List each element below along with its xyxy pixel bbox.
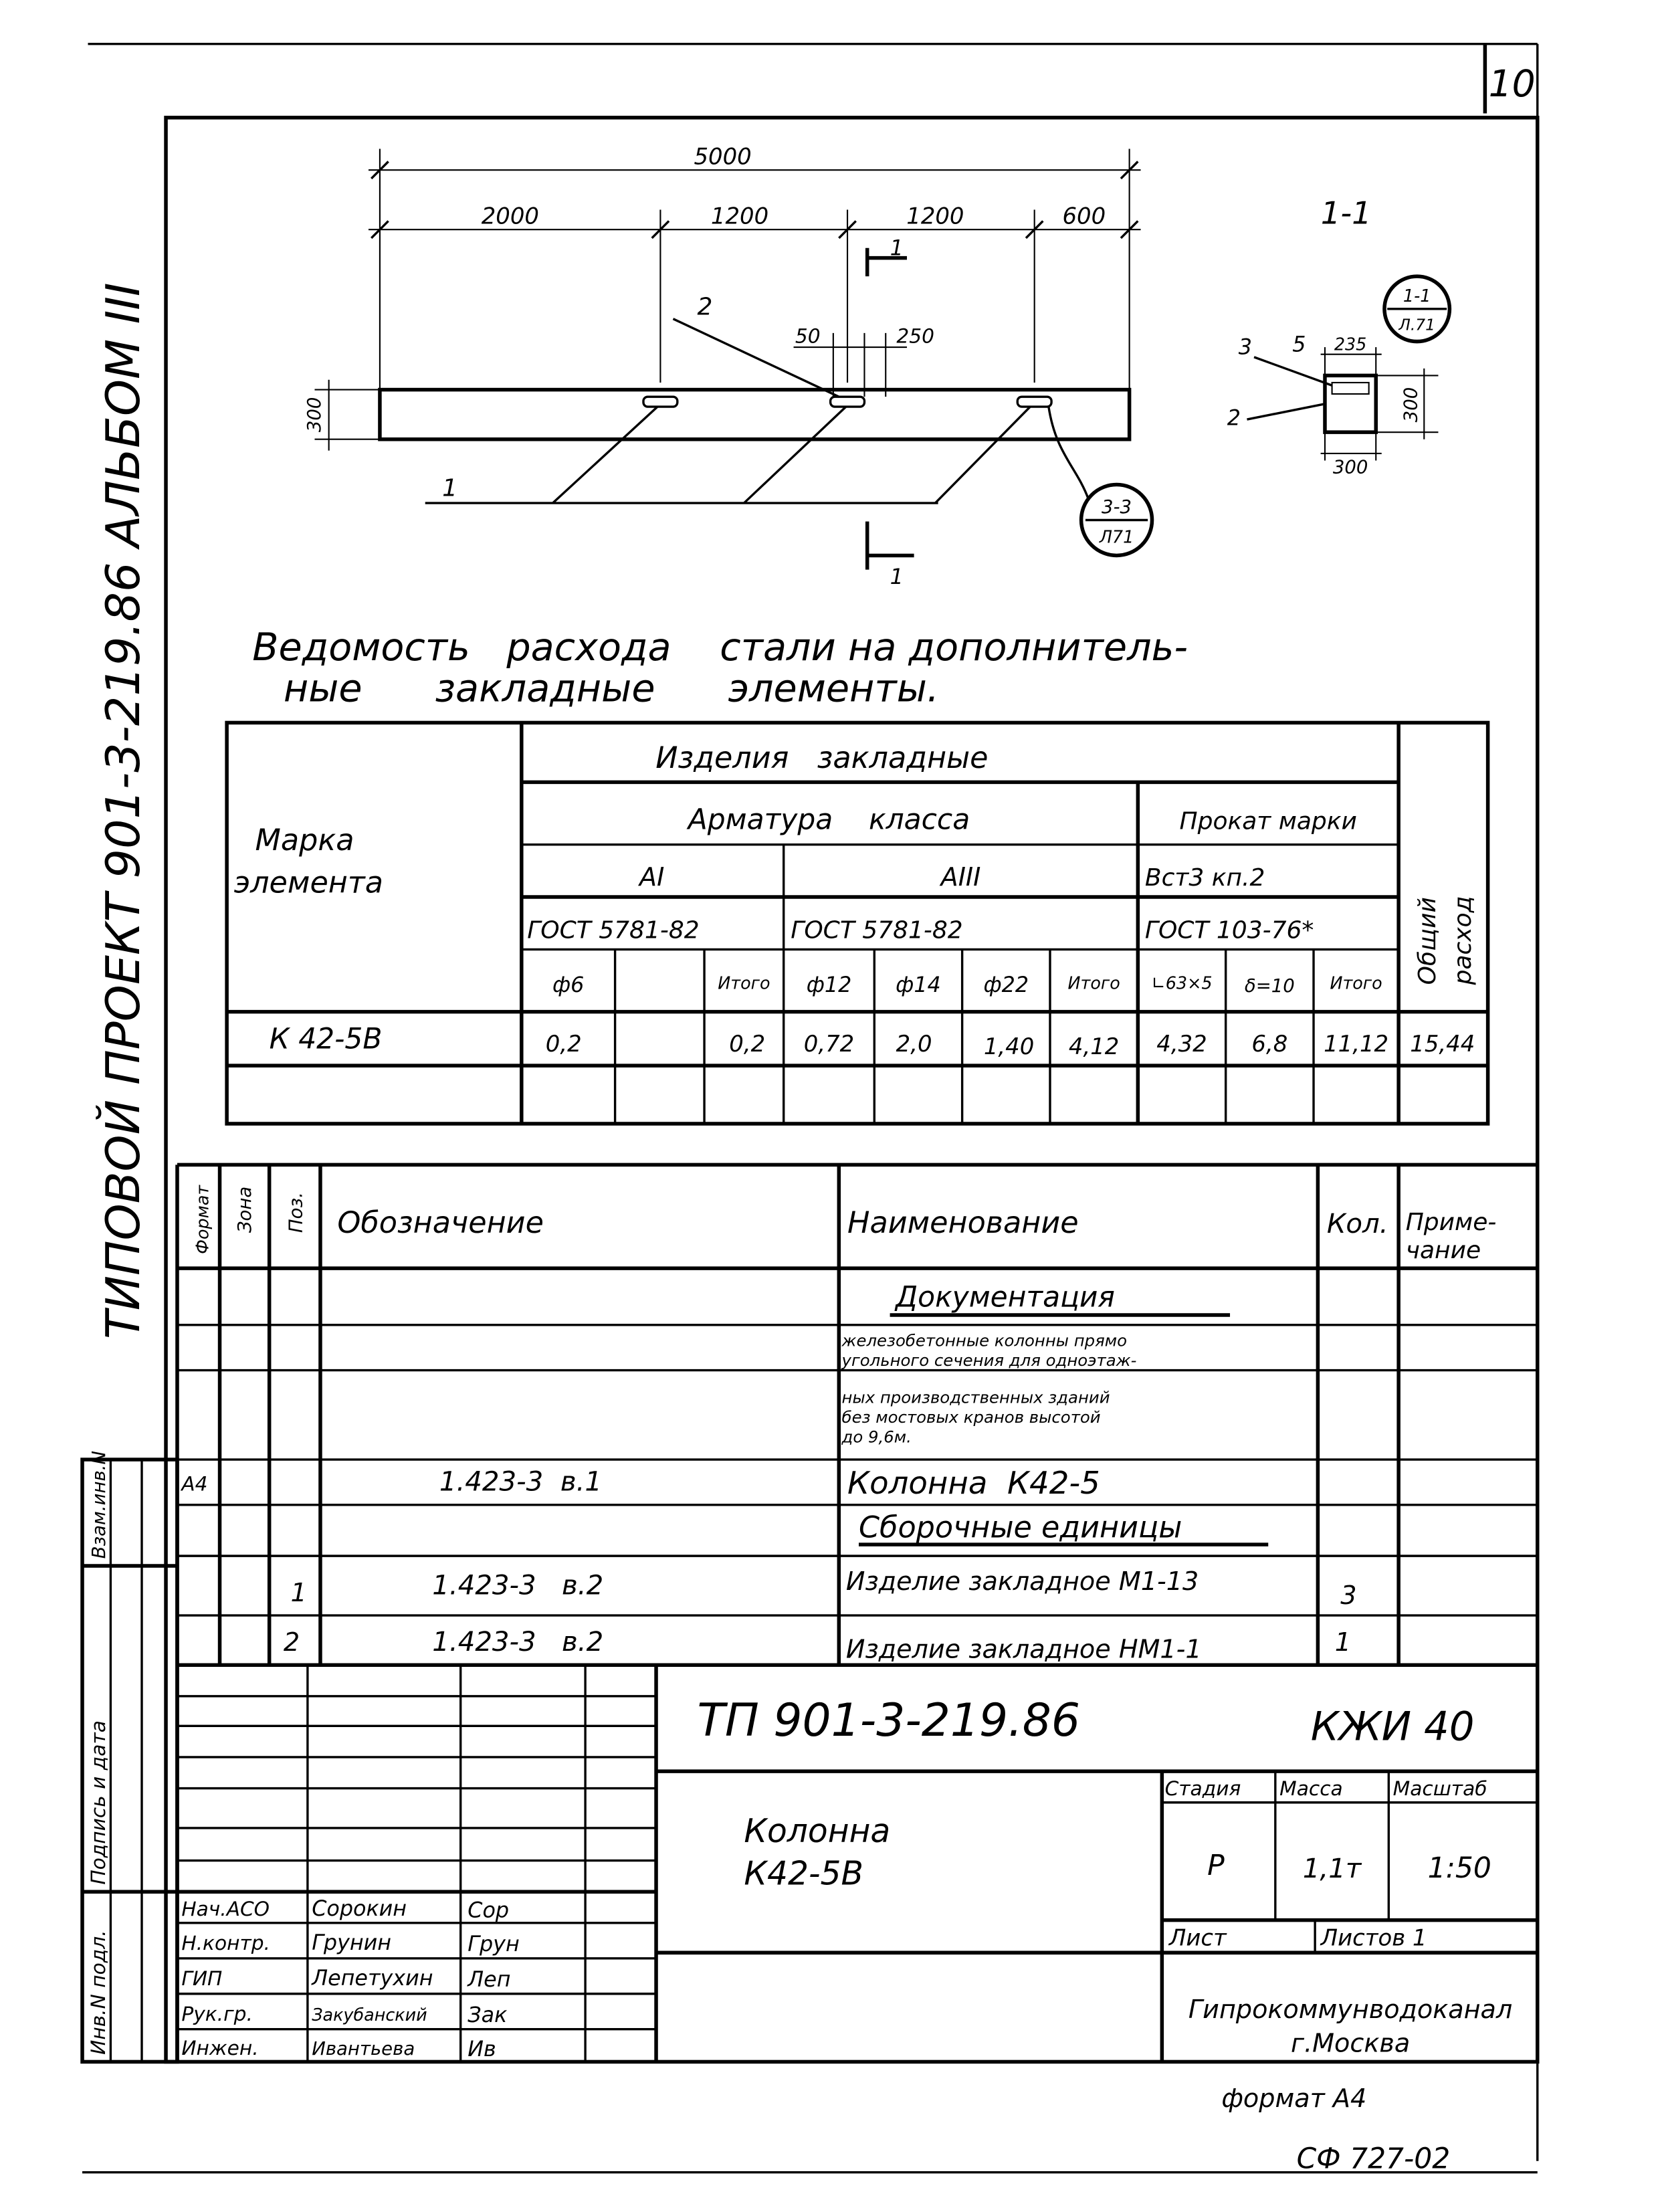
svg-text:ф14: ф14 <box>896 973 941 997</box>
spec-section-units: Сборочные единицы <box>858 1510 1182 1545</box>
spec-header-name: Наименование <box>847 1206 1079 1241</box>
statement-title-line-1: Ведомость расхода стали на дополнитель- <box>252 625 1188 670</box>
doc-description <box>841 1331 1137 1447</box>
total-header-2: расход <box>1449 896 1477 985</box>
svg-text:Закубанский: Закубанский <box>312 2005 427 2025</box>
group-header: Изделия закладные <box>655 741 989 776</box>
scale-value: 1:50 <box>1427 1851 1491 1885</box>
svg-text:ных производственных зданий: ных производственных зданий <box>841 1387 1110 1407</box>
section-dim-300-side: 300 <box>1400 387 1422 423</box>
svg-text:0,72: 0,72 <box>803 1030 855 1057</box>
subcolumn-headers <box>552 973 1382 997</box>
embedded-plate <box>1017 397 1051 407</box>
svg-text:Грунин: Грунин <box>312 1931 392 1956</box>
svg-text:Сорокин: Сорокин <box>312 1897 407 1922</box>
svg-text:Нач.АСО: Нач.АСО <box>181 1897 270 1921</box>
svg-text:1.423-3 в.2: 1.423-3 в.2 <box>432 1570 604 1601</box>
signature: Ив <box>468 2037 496 2062</box>
spec-header-note-2: чание <box>1405 1237 1481 1265</box>
spec-header-qty: Кол. <box>1326 1209 1388 1240</box>
svg-text:Итого: Итого <box>718 973 770 993</box>
leader-label-1: 1 <box>442 474 458 502</box>
svg-text:Л71: Л71 <box>1099 526 1134 547</box>
table-row <box>270 1023 1475 1060</box>
standard-2: ГОСТ 5781-82 <box>791 916 963 944</box>
spec-header-note-1: Приме- <box>1405 1208 1497 1236</box>
section-title: 1-1 <box>1320 195 1372 231</box>
svg-text:Итого: Итого <box>1330 973 1382 993</box>
spec-section-docs: Документация <box>896 1280 1115 1314</box>
svg-text:0,2: 0,2 <box>545 1030 582 1057</box>
svg-text:Итого: Итого <box>1067 973 1120 993</box>
mark-header-2: элемента <box>233 866 384 900</box>
stamp-replace-inv: Взам.инв.N <box>88 1450 110 1559</box>
spec-header-designation: Обозначение <box>337 1206 544 1241</box>
svg-text:1.423-3 в.2: 1.423-3 в.2 <box>432 1627 604 1658</box>
svg-text:2,0: 2,0 <box>896 1030 932 1057</box>
signature: Грун <box>468 1932 520 1957</box>
class-vst3: Вст3 кп.2 <box>1144 864 1265 892</box>
svg-text:4,32: 4,32 <box>1156 1030 1207 1057</box>
svg-text:δ=10: δ=10 <box>1244 975 1295 997</box>
stage-value: Р <box>1207 1848 1225 1882</box>
svg-text:1: 1 <box>290 1577 307 1607</box>
svg-text:ГИП: ГИП <box>181 1967 223 1991</box>
section-dim-300-bottom: 300 <box>1332 456 1368 478</box>
svg-text:Л.71: Л.71 <box>1398 316 1435 334</box>
organization-name: Гипрокоммунводоканал <box>1188 1994 1513 2024</box>
item-name-2: К42-5В <box>744 1855 863 1893</box>
dim-1200-b: 1200 <box>906 203 964 229</box>
signature: Зак <box>468 2003 508 2028</box>
dim-600: 600 <box>1062 203 1106 229</box>
staff-row <box>181 2002 507 2027</box>
dim-1200-a: 1200 <box>710 203 769 229</box>
rolled-header: Прокат марки <box>1179 807 1357 835</box>
scale-label: Масштаб <box>1392 1777 1487 1801</box>
dim-250: 250 <box>896 324 935 348</box>
dim-height: 300 <box>303 397 325 433</box>
standard-1: ГОСТ 5781-82 <box>527 916 700 944</box>
svg-text:ф22: ф22 <box>983 973 1029 997</box>
svg-text:без мостовых кранов высотой: без мостовых кранов высотой <box>841 1407 1101 1427</box>
svg-text:0,2: 0,2 <box>729 1030 766 1057</box>
svg-text:∟63×5: ∟63×5 <box>1151 973 1213 993</box>
spec-header-pos: Поз. <box>285 1192 307 1233</box>
spec-row <box>180 1465 1100 1501</box>
callout-1-1 <box>1384 276 1449 341</box>
svg-text:1,40: 1,40 <box>983 1033 1035 1060</box>
signature: Леп <box>468 1968 511 1993</box>
svg-text:ф12: ф12 <box>806 973 852 997</box>
sheet-number: 10 <box>1488 62 1536 106</box>
embedded-plate <box>643 397 678 407</box>
spec-row <box>284 1627 1351 1664</box>
organization-city: г.Москва <box>1291 2028 1411 2058</box>
svg-text:15,44: 15,44 <box>1410 1030 1475 1057</box>
svg-text:Н.контр.: Н.контр. <box>181 1931 270 1955</box>
mass-label: Масса <box>1279 1777 1343 1801</box>
sheet-label: Лист <box>1168 1924 1227 1951</box>
section-mark-bottom: 1 <box>890 565 904 589</box>
format-label: формат А4 <box>1221 2084 1367 2114</box>
svg-text:2: 2 <box>283 1627 300 1657</box>
svg-text:1-1: 1-1 <box>1403 286 1431 306</box>
statement-title-line-2: ные закладные элементы. <box>283 666 940 711</box>
section-mark-top: 1 <box>890 236 904 261</box>
rebar-header: Арматура класса <box>688 803 970 836</box>
svg-text:1: 1 <box>1334 1627 1352 1657</box>
dim-50: 50 <box>795 324 821 348</box>
sheets-label: Листов 1 <box>1320 1924 1427 1951</box>
section-dim-235: 235 <box>1334 334 1367 355</box>
stamp-inv-orig: Инв.N подл. <box>86 1930 110 2055</box>
svg-text:А4: А4 <box>181 1472 208 1496</box>
svg-text:ф6: ф6 <box>552 973 585 997</box>
svg-text:Колонна К42-5: Колонна К42-5 <box>847 1464 1100 1501</box>
stage-label: Стадия <box>1164 1777 1241 1801</box>
svg-text:Рук.гр.: Рук.гр. <box>181 2002 253 2026</box>
class-ai: AI <box>639 862 665 892</box>
svg-text:4,12: 4,12 <box>1068 1033 1120 1060</box>
section-label-2: 2 <box>1227 406 1241 431</box>
stamp-sign-date: Подпись и дата <box>86 1720 110 1885</box>
svg-text:железобетонные колонны прямо: железобетонные колонны прямо <box>841 1330 1128 1350</box>
signature: Сор <box>468 1898 510 1923</box>
mark-header-1: Марка <box>255 823 354 858</box>
svg-text:К 42-5В: К 42-5В <box>269 1022 383 1055</box>
staff-row <box>181 1931 519 1956</box>
section-label-3: 3 <box>1238 335 1252 360</box>
embedded-plate <box>831 397 865 407</box>
svg-text:Изделие закладное М1-13: Изделие закладное М1-13 <box>845 1566 1199 1596</box>
svg-text:3: 3 <box>1340 1581 1357 1611</box>
staff-row <box>181 2036 496 2062</box>
svg-text:до 9,6м.: до 9,6м. <box>841 1427 912 1447</box>
svg-text:Ивантьева: Ивантьева <box>312 2037 415 2059</box>
leader-label-2: 2 <box>697 293 713 321</box>
sheet-code: КЖИ 40 <box>1310 1703 1475 1750</box>
document-code: ТП 901-3-219.86 <box>697 1694 1080 1747</box>
svg-text:11,12: 11,12 <box>1324 1030 1389 1057</box>
callout-3-3 <box>1081 485 1152 556</box>
svg-text:1.423-3 в.1: 1.423-3 в.1 <box>439 1466 602 1498</box>
svg-text:Лепетухин: Лепетухин <box>312 1967 433 1991</box>
svg-text:Изделие закладное НМ1-1: Изделие закладное НМ1-1 <box>845 1634 1202 1664</box>
mass-value: 1,1т <box>1302 1853 1362 1885</box>
section-label-5: 5 <box>1292 332 1306 357</box>
svg-text:Инжен.: Инжен. <box>181 2035 259 2059</box>
standard-3: ГОСТ 103-76* <box>1144 916 1314 944</box>
spec-header-zone: Зона <box>234 1186 256 1233</box>
dim-2000: 2000 <box>481 203 539 229</box>
svg-text:6,8: 6,8 <box>1251 1030 1288 1057</box>
footer-code: СФ 727-02 <box>1296 2142 1451 2175</box>
item-name-1: Колонна <box>744 1813 891 1851</box>
spec-row <box>290 1567 1356 1610</box>
total-header-1: Общий <box>1414 897 1442 985</box>
dim-total: 5000 <box>694 143 752 170</box>
class-aiii: AIII <box>940 862 981 892</box>
svg-text:3-3: 3-3 <box>1102 496 1132 518</box>
side-title: ТИПОВОЙ ПРОЕКТ 901-3-219.86 АЛЬБОМ III <box>96 282 150 1339</box>
spec-header-format: Формат <box>192 1185 213 1254</box>
svg-text:угольного сечения для одноэтаж: угольного сечения для одноэтаж- <box>841 1350 1137 1371</box>
